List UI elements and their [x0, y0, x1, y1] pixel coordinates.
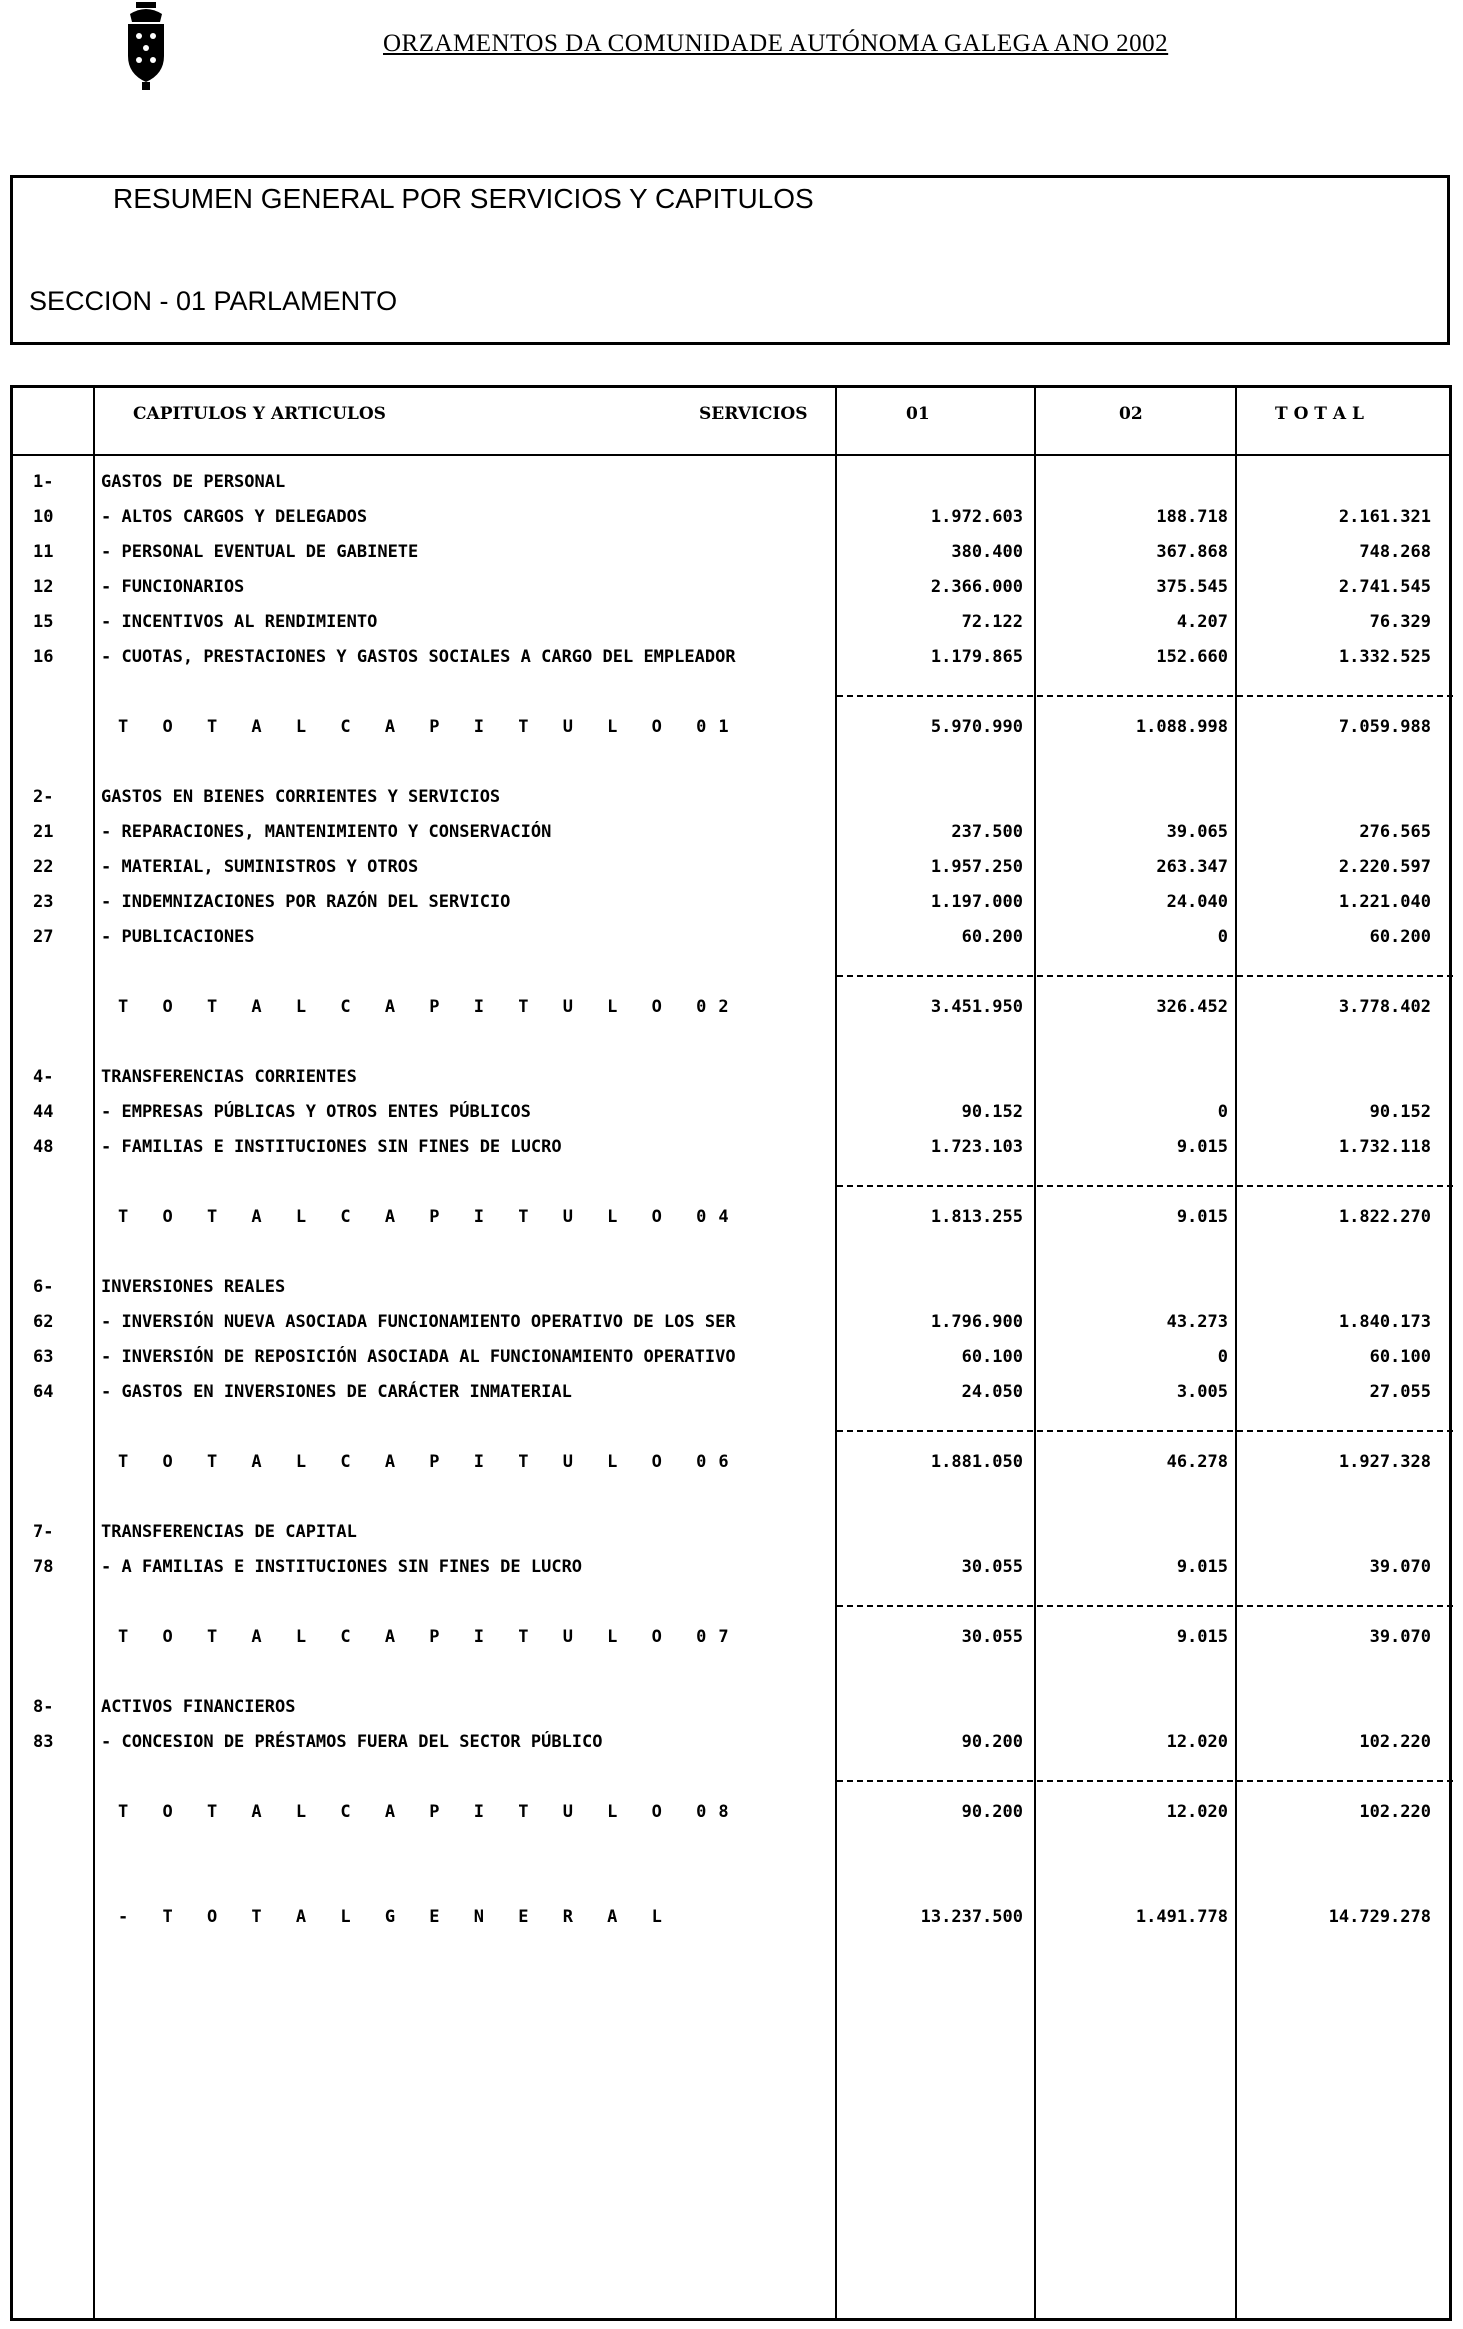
subtotal-separator	[837, 695, 1453, 697]
value-col-02: 0	[1217, 1102, 1228, 1122]
row-code: 10	[33, 507, 54, 527]
value-col-01: 5.970.990	[930, 717, 1023, 737]
value-total: 1.927.328	[1338, 1452, 1431, 1472]
value-col-02: 152.660	[1156, 647, 1228, 667]
value-col-01: 1.723.103	[930, 1137, 1023, 1157]
total-label: T O T A L C A P I T U L O 01	[118, 717, 741, 737]
subtotal-separator	[837, 1780, 1453, 1782]
value-col-02: 375.545	[1156, 577, 1228, 597]
value-total: 1.732.118	[1338, 1137, 1431, 1157]
column-divider	[1235, 388, 1237, 2318]
value-col-01: 2.366.000	[930, 577, 1023, 597]
row-code: 2-	[33, 787, 54, 807]
row-code: 7-	[33, 1522, 54, 1542]
subtotal-separator	[837, 1430, 1453, 1432]
value-total: 3.778.402	[1338, 997, 1431, 1017]
value-col-01: 237.500	[951, 822, 1023, 842]
row-code: 83	[33, 1732, 54, 1752]
header-col-01: 01	[906, 404, 930, 424]
row-description: - INVERSIÓN NUEVA ASOCIADA FUNCIONAMIENTO OPERATIVO DE LOS SER	[101, 1312, 736, 1332]
row-code: 22	[33, 857, 54, 877]
value-col-02: 46.278	[1166, 1452, 1228, 1472]
value-total: 76.329	[1369, 612, 1431, 632]
value-total: 1.840.173	[1338, 1312, 1431, 1332]
value-col-02: 9.015	[1176, 1627, 1228, 1647]
row-code: 16	[33, 647, 54, 667]
value-total: 60.200	[1369, 927, 1431, 947]
value-col-01: 90.200	[961, 1802, 1023, 1822]
summary-header-box	[10, 175, 1450, 345]
value-col-01: 30.055	[961, 1557, 1023, 1577]
value-col-02: 326.452	[1156, 997, 1228, 1017]
row-description: ACTIVOS FINANCIEROS	[101, 1697, 296, 1717]
value-total: 102.220	[1359, 1802, 1431, 1822]
row-description: - CUOTAS, PRESTACIONES Y GASTOS SOCIALES A CARGO DEL EMPLEADOR	[101, 647, 736, 667]
value-total: 90.152	[1369, 1102, 1431, 1122]
section-label: SECCION - 01 PARLAMENTO	[29, 286, 398, 316]
value-col-01: 13.237.500	[920, 1907, 1023, 1927]
value-col-02: 367.868	[1156, 542, 1228, 562]
row-description: TRANSFERENCIAS CORRIENTES	[101, 1067, 357, 1087]
header-capitulos: CAPITULOS Y ARTICULOS	[133, 404, 386, 424]
total-label: T O T A L C A P I T U L O 06	[118, 1452, 741, 1472]
row-code: 21	[33, 822, 54, 842]
budget-table	[10, 385, 1452, 2321]
value-total: 39.070	[1369, 1557, 1431, 1577]
row-description: - ALTOS CARGOS Y DELEGADOS	[101, 507, 368, 527]
value-col-02: 263.347	[1156, 857, 1228, 877]
row-code: 27	[33, 927, 54, 947]
value-col-02: 12.020	[1166, 1802, 1228, 1822]
row-code: 62	[33, 1312, 54, 1332]
row-description: GASTOS EN BIENES CORRIENTES Y SERVICIOS	[101, 787, 501, 807]
column-divider	[835, 388, 837, 2318]
value-col-02: 43.273	[1166, 1312, 1228, 1332]
value-col-01: 1.197.000	[930, 892, 1023, 912]
value-col-01: 380.400	[951, 542, 1023, 562]
value-col-02: 9.015	[1176, 1137, 1228, 1157]
value-col-01: 1.796.900	[930, 1312, 1023, 1332]
value-col-01: 72.122	[961, 612, 1023, 632]
row-code: 78	[33, 1557, 54, 1577]
value-col-01: 90.200	[961, 1732, 1023, 1752]
row-description: - INCENTIVOS AL RENDIMIENTO	[101, 612, 378, 632]
value-col-02: 0	[1217, 1347, 1228, 1367]
row-description: - INVERSIÓN DE REPOSICIÓN ASOCIADA AL FUNCIONAMIENTO OPERATIVO	[101, 1347, 736, 1367]
row-description: - GASTOS EN INVERSIONES DE CARÁCTER INMATERIAL	[101, 1382, 572, 1402]
row-description: - PERSONAL EVENTUAL DE GABINETE	[101, 542, 419, 562]
value-col-01: 1.972.603	[930, 507, 1023, 527]
row-description: - A FAMILIAS E INSTITUCIONES SIN FINES DE LUCRO	[101, 1557, 583, 1577]
row-code: 1-	[33, 472, 54, 492]
row-description: - CONCESION DE PRÉSTAMOS FUERA DEL SECTOR PÚBLICO	[101, 1732, 603, 1752]
subtotal-separator	[837, 975, 1453, 977]
row-code: 11	[33, 542, 54, 562]
row-description: - EMPRESAS PÚBLICAS Y OTROS ENTES PÚBLICOS	[101, 1102, 531, 1122]
row-description: INVERSIONES REALES	[101, 1277, 286, 1297]
row-code: 48	[33, 1137, 54, 1157]
row-description: GASTOS DE PERSONAL	[101, 472, 286, 492]
value-col-01: 90.152	[961, 1102, 1023, 1122]
row-code: 6-	[33, 1277, 54, 1297]
summary-title: RESUMEN GENERAL POR SERVICIOS Y CAPITULOS	[113, 183, 814, 214]
value-total: 7.059.988	[1338, 717, 1431, 737]
document-title: ORZAMENTOS DA COMUNIDADE AUTÓNOMA GALEGA ANO 2002	[383, 30, 1169, 57]
value-total: 102.220	[1359, 1732, 1431, 1752]
value-total: 2.161.321	[1338, 507, 1431, 527]
total-label: T O T A L C A P I T U L O 04	[118, 1207, 741, 1227]
value-total: 39.070	[1369, 1627, 1431, 1647]
header-col-02: 02	[1119, 404, 1143, 424]
column-divider	[93, 388, 95, 2318]
row-code: 15	[33, 612, 54, 632]
total-label: T O T A L C A P I T U L O 08	[118, 1802, 741, 1822]
value-col-02: 24.040	[1166, 892, 1228, 912]
value-col-02: 39.065	[1166, 822, 1228, 842]
header-total: T O T A L	[1275, 404, 1364, 424]
row-code: 64	[33, 1382, 54, 1402]
value-col-02: 12.020	[1166, 1732, 1228, 1752]
row-code: 8-	[33, 1697, 54, 1717]
value-total: 1.221.040	[1338, 892, 1431, 912]
value-col-02: 9.015	[1176, 1557, 1228, 1577]
header-divider	[13, 454, 1449, 456]
value-col-01: 24.050	[961, 1382, 1023, 1402]
value-col-02: 0	[1217, 927, 1228, 947]
value-total: 276.565	[1359, 822, 1431, 842]
value-col-02: 1.088.998	[1135, 717, 1228, 737]
value-col-01: 3.451.950	[930, 997, 1023, 1017]
value-col-01: 60.200	[961, 927, 1023, 947]
column-divider	[1034, 388, 1036, 2318]
value-total: 14.729.278	[1328, 1907, 1431, 1927]
value-col-02: 3.005	[1176, 1382, 1228, 1402]
value-total: 60.100	[1369, 1347, 1431, 1367]
row-description: - MATERIAL, SUMINISTROS Y OTROS	[101, 857, 419, 877]
row-code: 44	[33, 1102, 54, 1122]
value-col-01: 1.179.865	[930, 647, 1023, 667]
value-col-01: 1.957.250	[930, 857, 1023, 877]
value-total: 1.332.525	[1338, 647, 1431, 667]
row-description: - REPARACIONES, MANTENIMIENTO Y CONSERVACIÓN	[101, 822, 552, 842]
total-label: - T O T A L G E N E R A L	[118, 1907, 674, 1927]
row-description: TRANSFERENCIAS DE CAPITAL	[101, 1522, 357, 1542]
value-col-02: 4.207	[1176, 612, 1228, 632]
value-col-01: 60.100	[961, 1347, 1023, 1367]
row-code: 4-	[33, 1067, 54, 1087]
value-total: 2.741.545	[1338, 577, 1431, 597]
value-col-01: 1.881.050	[930, 1452, 1023, 1472]
value-total: 2.220.597	[1338, 857, 1431, 877]
subtotal-separator	[837, 1185, 1453, 1187]
header-servicios: SERVICIOS	[699, 404, 808, 424]
subtotal-separator	[837, 1605, 1453, 1607]
total-label: T O T A L C A P I T U L O 02	[118, 997, 741, 1017]
value-col-02: 9.015	[1176, 1207, 1228, 1227]
value-total: 1.822.270	[1338, 1207, 1431, 1227]
value-col-02: 1.491.778	[1135, 1907, 1228, 1927]
coat-of-arms-icon	[122, 0, 170, 92]
row-description: - PUBLICACIONES	[101, 927, 255, 947]
total-label: T O T A L C A P I T U L O 07	[118, 1627, 741, 1647]
row-description: - FUNCIONARIOS	[101, 577, 245, 597]
value-col-01: 30.055	[961, 1627, 1023, 1647]
row-code: 63	[33, 1347, 54, 1367]
value-total: 748.268	[1359, 542, 1431, 562]
row-description: - FAMILIAS E INSTITUCIONES SIN FINES DE LUCRO	[101, 1137, 562, 1157]
row-code: 23	[33, 892, 54, 912]
value-total: 27.055	[1369, 1382, 1431, 1402]
row-code: 12	[33, 577, 54, 597]
value-col-01: 1.813.255	[930, 1207, 1023, 1227]
value-col-02: 188.718	[1156, 507, 1228, 527]
row-description: - INDEMNIZACIONES POR RAZÓN DEL SERVICIO	[101, 892, 511, 912]
